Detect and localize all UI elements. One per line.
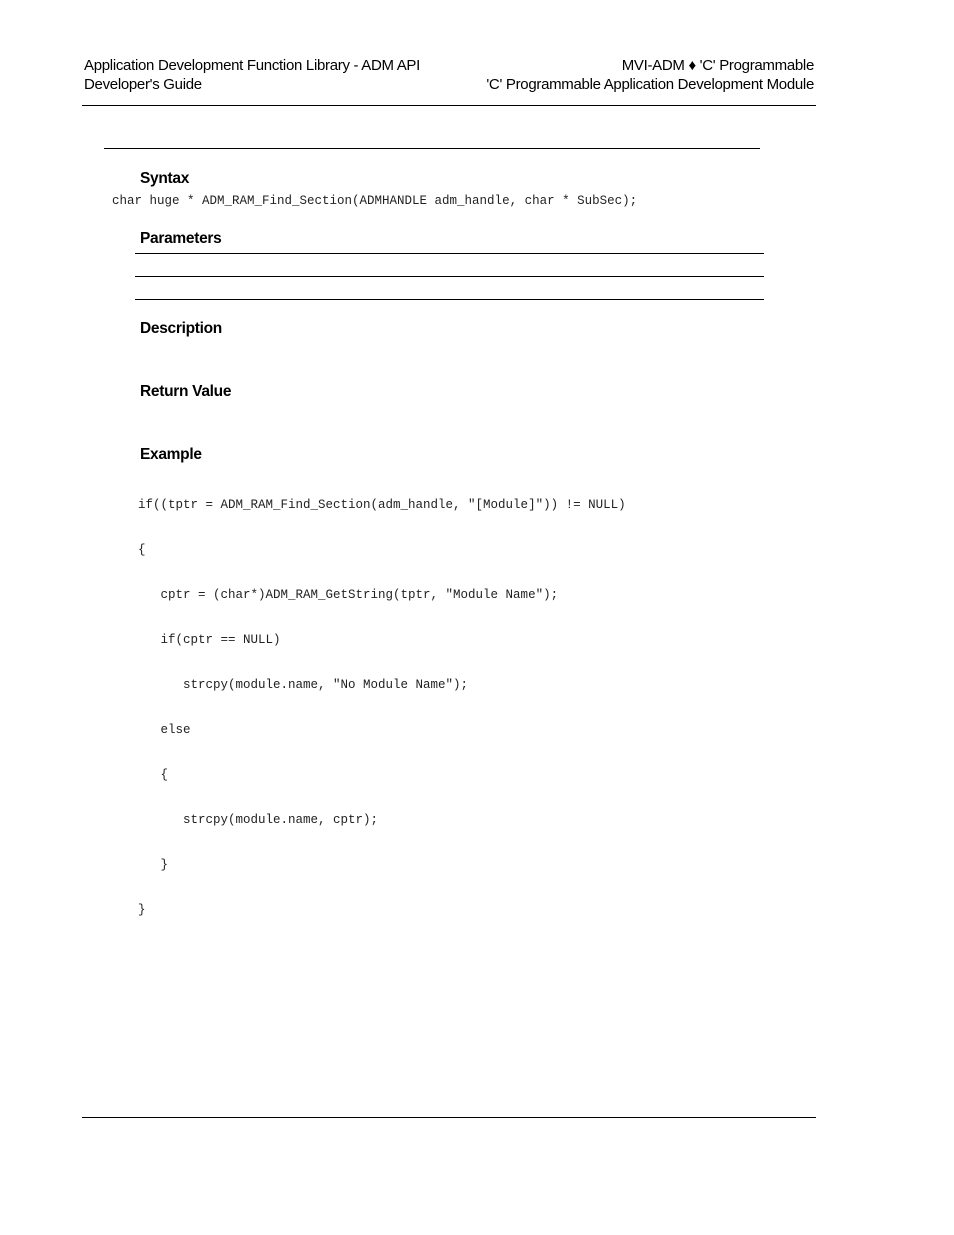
parameters-heading: Parameters: [140, 230, 222, 247]
parameters-table-rule: [135, 299, 764, 300]
code-line: {: [138, 768, 169, 782]
header-product-description: 'C' Programmable Application Development Module: [486, 76, 814, 93]
page-header-right: [486, 56, 814, 94]
code-line: else: [138, 723, 191, 737]
syntax-heading: Syntax: [140, 170, 190, 187]
header-subtitle: Developer's Guide: [84, 76, 202, 93]
description-heading: Description: [140, 320, 222, 337]
header-title: Application Development Function Library - ADM API: [84, 57, 420, 74]
code-line: cptr = (char*)ADM_RAM_GetString(tptr, "Module Name");: [138, 588, 559, 602]
parameters-table-rule: [135, 276, 764, 277]
code-line: strcpy(module.name, "No Module Name");: [138, 678, 469, 692]
code-line: strcpy(module.name, cptr);: [138, 813, 379, 827]
syntax-code: char huge * ADM_RAM_Find_Section(ADMHANDLE adm_handle, char * SubSec);: [112, 194, 638, 208]
header-product: MVI-ADM ♦ 'C' Programmable: [621, 57, 814, 74]
function-title-divider: [104, 148, 760, 149]
header-divider: [82, 105, 816, 106]
page-header-left: [84, 56, 420, 94]
example-code-block: [138, 469, 626, 933]
return-value-heading: Return Value: [140, 383, 232, 400]
example-heading: Example: [140, 446, 202, 463]
footer-divider: [82, 1117, 816, 1118]
code-line: if((tptr = ADM_RAM_Find_Section(adm_handle, "[Module]")) != NULL): [138, 498, 626, 512]
code-line: }: [138, 858, 169, 872]
parameters-table-rule: [135, 253, 764, 254]
code-line: if(cptr == NULL): [138, 633, 281, 647]
code-line: {: [138, 543, 146, 557]
code-line: }: [138, 903, 146, 917]
